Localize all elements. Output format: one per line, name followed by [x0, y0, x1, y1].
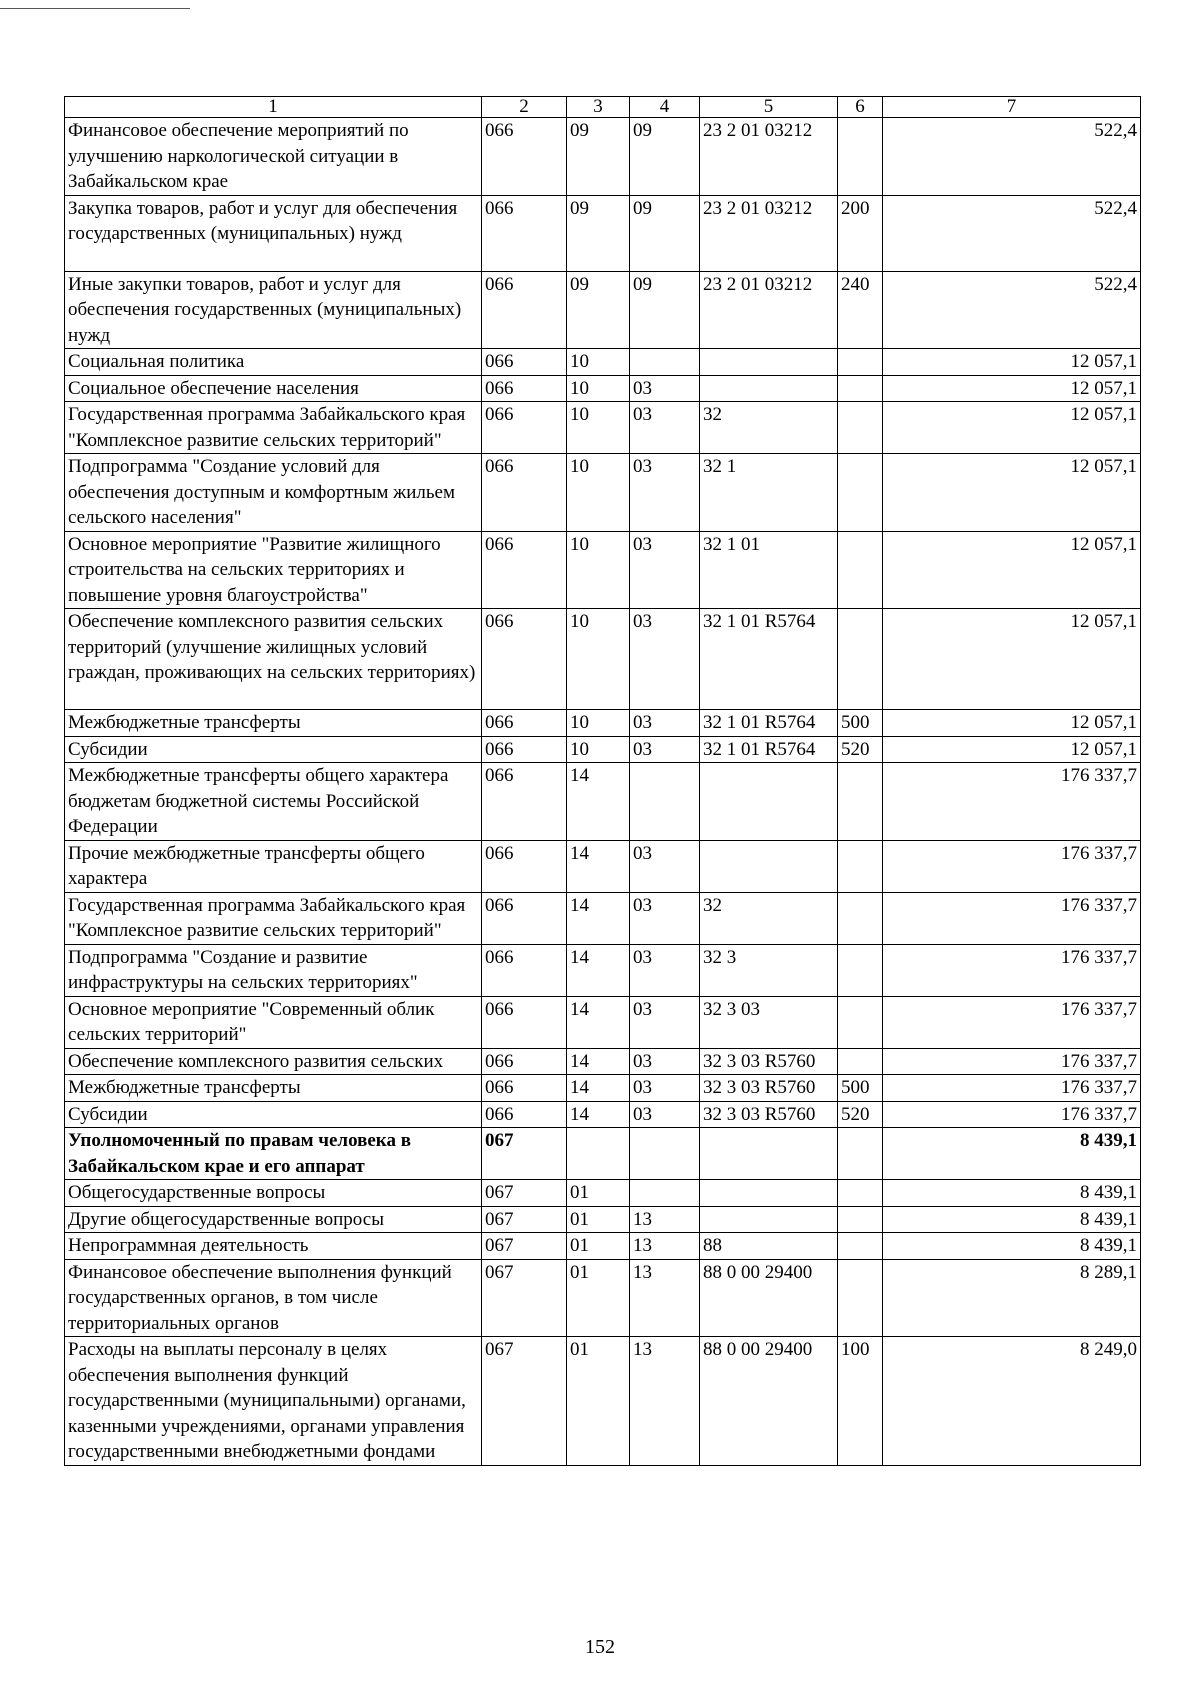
cell-amount: 12 057,1 — [883, 609, 1141, 710]
cell-amount: 12 057,1 — [883, 736, 1141, 763]
cell-amount: 176 337,7 — [883, 996, 1141, 1048]
cell-target-article: 32 3 03 R5760 — [700, 1075, 838, 1102]
cell-grbs: 066 — [482, 375, 567, 402]
cell-subsection: 03 — [630, 944, 700, 996]
cell-target-article: 88 0 00 29400 — [700, 1337, 838, 1466]
page-number: 152 — [585, 1636, 615, 1658]
cell-target-article: 32 3 03 — [700, 996, 838, 1048]
cell-target-article: 32 1 01 R5764 — [700, 736, 838, 763]
cell-amount: 176 337,7 — [883, 944, 1141, 996]
cell-amount: 8 289,1 — [883, 1259, 1141, 1337]
header-col-3: 3 — [567, 97, 630, 118]
cell-section: 09 — [567, 118, 630, 196]
table-row — [65, 710, 1141, 737]
cell-expense-type — [838, 840, 883, 892]
cell-expense-type — [838, 1233, 883, 1260]
cell-subsection: 03 — [630, 892, 700, 944]
header-col-1: 1 — [65, 97, 482, 118]
cell-expense-type — [838, 349, 883, 376]
cell-name: Государственная программа Забайкальского края "Комплексное развитие сельских территорий" — [65, 402, 482, 454]
cell-grbs: 066 — [482, 271, 567, 349]
cell-section: 10 — [567, 454, 630, 532]
cell-expense-type — [838, 1048, 883, 1075]
cell-section — [567, 1128, 630, 1180]
cell-section: 01 — [567, 1233, 630, 1260]
cell-grbs: 066 — [482, 118, 567, 196]
cell-name: Финансовое обеспечение мероприятий по улучшению наркологической ситуации в Забайкальском крае — [65, 118, 482, 196]
cell-section: 10 — [567, 609, 630, 710]
cell-name: Уполномоченный по правам человека в Забайкальском крае и его аппарат — [65, 1128, 482, 1180]
table-row — [65, 402, 1141, 454]
cell-expense-type — [838, 763, 883, 841]
cell-section: 10 — [567, 736, 630, 763]
cell-name: Общегосударственные вопросы — [65, 1180, 482, 1207]
table-row — [65, 1048, 1141, 1075]
scan-artifact-line — [0, 8, 190, 9]
cell-target-article — [700, 349, 838, 376]
cell-section: 14 — [567, 944, 630, 996]
cell-expense-type — [838, 609, 883, 710]
header-row — [65, 97, 1141, 118]
cell-expense-type — [838, 531, 883, 609]
cell-expense-type — [838, 375, 883, 402]
cell-target-article: 32 3 03 R5760 — [700, 1048, 838, 1075]
cell-section: 01 — [567, 1206, 630, 1233]
table-body — [65, 97, 1141, 1466]
cell-subsection: 13 — [630, 1206, 700, 1233]
cell-subsection: 03 — [630, 402, 700, 454]
cell-subsection: 13 — [630, 1233, 700, 1260]
cell-target-article: 32 1 — [700, 454, 838, 532]
cell-target-article: 23 2 01 03212 — [700, 271, 838, 349]
cell-expense-type — [838, 1259, 883, 1337]
cell-name: Обеспечение комплексного развития сельских — [65, 1048, 482, 1075]
cell-section: 14 — [567, 996, 630, 1048]
cell-grbs: 066 — [482, 609, 567, 710]
cell-name: Межбюджетные трансферты общего характера бюджетам бюджетной системы Российской Федерации — [65, 763, 482, 841]
cell-subsection: 03 — [630, 736, 700, 763]
cell-grbs: 066 — [482, 1075, 567, 1102]
table-row — [65, 1180, 1141, 1207]
cell-subsection: 03 — [630, 996, 700, 1048]
cell-name: Межбюджетные трансферты — [65, 710, 482, 737]
cell-name: Непрограммная деятельность — [65, 1233, 482, 1260]
table-row — [65, 1337, 1141, 1466]
cell-name: Закупка товаров, работ и услуг для обеспечения государственных (муниципальных) нужд — [65, 195, 482, 271]
cell-amount: 176 337,7 — [883, 892, 1141, 944]
cell-subsection: 03 — [630, 1101, 700, 1128]
cell-amount: 8 439,1 — [883, 1206, 1141, 1233]
cell-expense-type — [838, 402, 883, 454]
cell-subsection: 03 — [630, 840, 700, 892]
cell-subsection: 03 — [630, 710, 700, 737]
cell-grbs: 066 — [482, 763, 567, 841]
cell-name: Социальное обеспечение населения — [65, 375, 482, 402]
cell-amount: 176 337,7 — [883, 763, 1141, 841]
cell-amount: 8 439,1 — [883, 1233, 1141, 1260]
header-col-5: 5 — [700, 97, 838, 118]
cell-grbs: 066 — [482, 710, 567, 737]
cell-subsection: 13 — [630, 1337, 700, 1466]
cell-target-article — [700, 1128, 838, 1180]
cell-target-article: 23 2 01 03212 — [700, 195, 838, 271]
cell-grbs: 066 — [482, 531, 567, 609]
cell-name: Прочие межбюджетные трансферты общего характера — [65, 840, 482, 892]
cell-expense-type: 500 — [838, 710, 883, 737]
cell-subsection — [630, 349, 700, 376]
cell-section: 14 — [567, 1048, 630, 1075]
cell-section: 14 — [567, 1101, 630, 1128]
cell-amount: 12 057,1 — [883, 402, 1141, 454]
cell-grbs: 066 — [482, 1048, 567, 1075]
cell-section: 14 — [567, 763, 630, 841]
cell-grbs: 066 — [482, 349, 567, 376]
cell-section: 01 — [567, 1337, 630, 1466]
cell-name: Обеспечение комплексного развития сельских территорий (улучшение жилищных условий граждан, проживающих на сельских территориях) — [65, 609, 482, 710]
cell-subsection: 13 — [630, 1259, 700, 1337]
cell-target-article: 88 0 00 29400 — [700, 1259, 838, 1337]
cell-grbs: 067 — [482, 1180, 567, 1207]
header-col-2: 2 — [482, 97, 567, 118]
cell-amount: 176 337,7 — [883, 840, 1141, 892]
cell-amount: 12 057,1 — [883, 531, 1141, 609]
cell-grbs: 066 — [482, 996, 567, 1048]
cell-amount: 176 337,7 — [883, 1048, 1141, 1075]
table-row — [65, 1128, 1141, 1180]
table-row — [65, 944, 1141, 996]
cell-subsection: 03 — [630, 531, 700, 609]
cell-amount: 8 439,1 — [883, 1128, 1141, 1180]
header-col-6: 6 — [838, 97, 883, 118]
cell-amount: 12 057,1 — [883, 454, 1141, 532]
cell-grbs: 067 — [482, 1128, 567, 1180]
table-row — [65, 1101, 1141, 1128]
cell-expense-type: 500 — [838, 1075, 883, 1102]
cell-target-article: 32 1 01 R5764 — [700, 710, 838, 737]
cell-target-article: 32 1 01 R5764 — [700, 609, 838, 710]
cell-subsection: 09 — [630, 195, 700, 271]
cell-section: 14 — [567, 892, 630, 944]
cell-subsection: 03 — [630, 1075, 700, 1102]
cell-grbs: 066 — [482, 1101, 567, 1128]
cell-name: Социальная политика — [65, 349, 482, 376]
cell-grbs: 066 — [482, 402, 567, 454]
cell-section: 09 — [567, 195, 630, 271]
cell-grbs: 066 — [482, 736, 567, 763]
cell-name: Субсидии — [65, 1101, 482, 1128]
cell-expense-type — [838, 1128, 883, 1180]
table-row — [65, 454, 1141, 532]
cell-amount: 12 057,1 — [883, 375, 1141, 402]
cell-target-article: 32 — [700, 402, 838, 454]
cell-section: 10 — [567, 710, 630, 737]
cell-name: Основное мероприятие "Развитие жилищного строительства на сельских территориях и повышение уровня благоустройства" — [65, 531, 482, 609]
cell-amount: 176 337,7 — [883, 1075, 1141, 1102]
cell-target-article: 88 — [700, 1233, 838, 1260]
cell-name: Иные закупки товаров, работ и услуг для обеспечения государственных (муниципальных) нужд — [65, 271, 482, 349]
cell-grbs: 066 — [482, 892, 567, 944]
cell-subsection — [630, 1128, 700, 1180]
cell-name: Межбюджетные трансферты — [65, 1075, 482, 1102]
cell-amount: 522,4 — [883, 118, 1141, 196]
cell-target-article — [700, 1206, 838, 1233]
cell-amount: 8 439,1 — [883, 1180, 1141, 1207]
cell-name: Расходы на выплаты персоналу в целях обеспечения выполнения функций государственными (муниципальными) органами, казенными учреждениями, органами управления государственными внебюджетными фондами — [65, 1337, 482, 1466]
cell-section: 14 — [567, 1075, 630, 1102]
table-row — [65, 349, 1141, 376]
cell-section: 01 — [567, 1259, 630, 1337]
cell-section: 10 — [567, 402, 630, 454]
table-row — [65, 271, 1141, 349]
cell-subsection: 09 — [630, 118, 700, 196]
cell-expense-type — [838, 1206, 883, 1233]
cell-name: Подпрограмма "Создание и развитие инфраструктуры на сельских территориях" — [65, 944, 482, 996]
cell-expense-type: 200 — [838, 195, 883, 271]
cell-subsection: 03 — [630, 1048, 700, 1075]
cell-target-article: 23 2 01 03212 — [700, 118, 838, 196]
cell-name: Другие общегосударственные вопросы — [65, 1206, 482, 1233]
cell-expense-type — [838, 944, 883, 996]
cell-grbs: 066 — [482, 195, 567, 271]
cell-target-article — [700, 1180, 838, 1207]
cell-grbs: 067 — [482, 1259, 567, 1337]
cell-expense-type — [838, 996, 883, 1048]
table-row — [65, 531, 1141, 609]
cell-name: Субсидии — [65, 736, 482, 763]
cell-expense-type: 240 — [838, 271, 883, 349]
cell-expense-type — [838, 454, 883, 532]
cell-section: 01 — [567, 1180, 630, 1207]
header-col-4: 4 — [630, 97, 700, 118]
budget-table — [64, 96, 1141, 1466]
table-row — [65, 1233, 1141, 1260]
cell-subsection: 09 — [630, 271, 700, 349]
cell-grbs: 066 — [482, 944, 567, 996]
table-row — [65, 840, 1141, 892]
cell-expense-type — [838, 118, 883, 196]
cell-grbs: 067 — [482, 1206, 567, 1233]
table-row — [65, 1259, 1141, 1337]
cell-amount: 522,4 — [883, 195, 1141, 271]
cell-section: 10 — [567, 531, 630, 609]
cell-expense-type: 520 — [838, 736, 883, 763]
cell-name: Государственная программа Забайкальского края "Комплексное развитие сельских территорий" — [65, 892, 482, 944]
table-row — [65, 1075, 1141, 1102]
cell-subsection: 03 — [630, 375, 700, 402]
cell-grbs: 067 — [482, 1337, 567, 1466]
cell-amount: 12 057,1 — [883, 349, 1141, 376]
table-row — [65, 1206, 1141, 1233]
table-row — [65, 892, 1141, 944]
table-row — [65, 195, 1141, 271]
cell-name: Подпрограмма "Создание условий для обеспечения доступным и комфортным жильем сельского населения" — [65, 454, 482, 532]
cell-section: 10 — [567, 375, 630, 402]
cell-amount: 522,4 — [883, 271, 1141, 349]
table-row — [65, 375, 1141, 402]
cell-grbs: 067 — [482, 1233, 567, 1260]
cell-target-article — [700, 763, 838, 841]
cell-subsection: 03 — [630, 454, 700, 532]
table-row — [65, 763, 1141, 841]
cell-target-article — [700, 840, 838, 892]
cell-amount: 12 057,1 — [883, 710, 1141, 737]
table-row — [65, 609, 1141, 710]
cell-expense-type — [838, 1180, 883, 1207]
cell-grbs: 066 — [482, 454, 567, 532]
cell-section: 09 — [567, 271, 630, 349]
cell-expense-type: 520 — [838, 1101, 883, 1128]
cell-subsection: 03 — [630, 609, 700, 710]
cell-name: Финансовое обеспечение выполнения функций государственных органов, в том числе территориальных органов — [65, 1259, 482, 1337]
cell-expense-type — [838, 892, 883, 944]
table-row — [65, 736, 1141, 763]
cell-name: Основное мероприятие "Современный облик сельских территорий" — [65, 996, 482, 1048]
cell-amount: 176 337,7 — [883, 1101, 1141, 1128]
cell-target-article: 32 — [700, 892, 838, 944]
cell-target-article: 32 1 01 — [700, 531, 838, 609]
cell-target-article: 32 3 — [700, 944, 838, 996]
cell-amount: 8 249,0 — [883, 1337, 1141, 1466]
cell-target-article — [700, 375, 838, 402]
cell-subsection — [630, 1180, 700, 1207]
table-row — [65, 996, 1141, 1048]
table-row — [65, 118, 1141, 196]
cell-target-article: 32 3 03 R5760 — [700, 1101, 838, 1128]
cell-expense-type: 100 — [838, 1337, 883, 1466]
cell-subsection — [630, 763, 700, 841]
cell-section: 14 — [567, 840, 630, 892]
cell-section: 10 — [567, 349, 630, 376]
header-col-7: 7 — [883, 97, 1141, 118]
cell-grbs: 066 — [482, 840, 567, 892]
